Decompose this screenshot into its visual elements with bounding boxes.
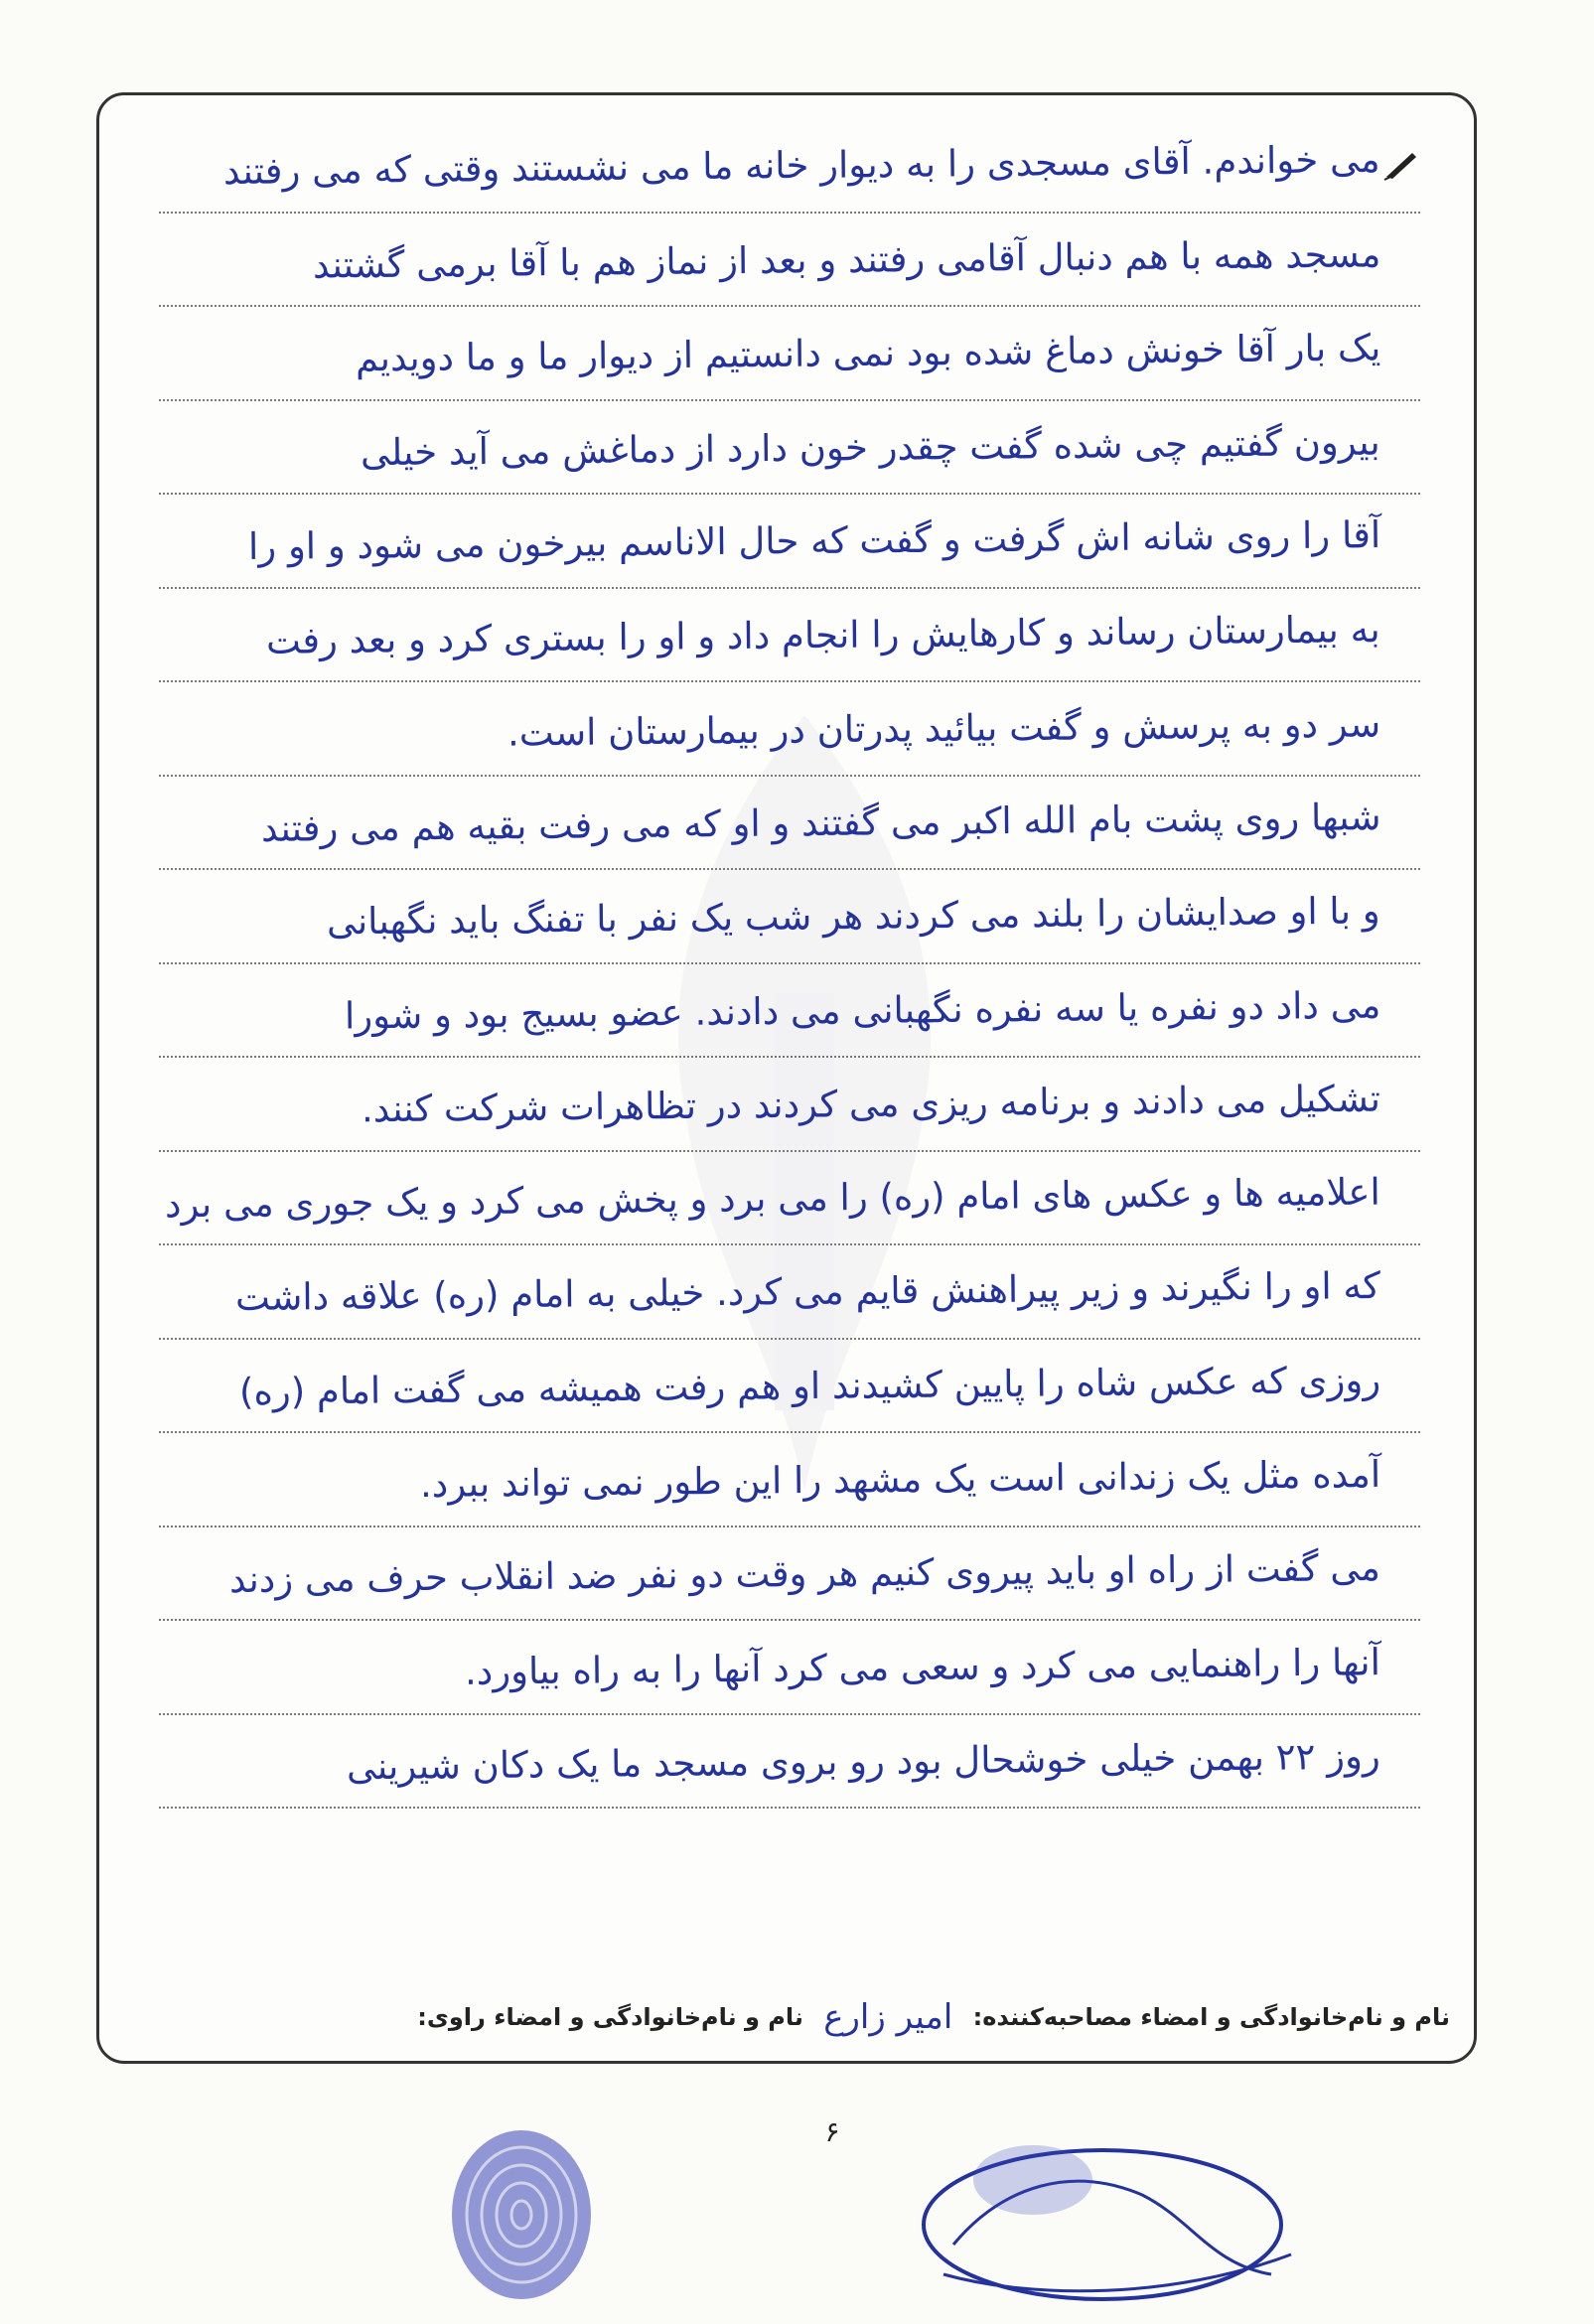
handwritten-line-text: می گفت از راه او باید پیروی کنیم هر وقت دو نفر ضد انقلاب حرف می زدند bbox=[228, 1545, 1381, 1601]
signature-footer bbox=[129, 1986, 1450, 2046]
handwritten-line bbox=[159, 214, 1420, 308]
handwritten-line-text: بیرون گفتیم چی شده گفت چقدر خون دارد از دماغش می آید خیلی bbox=[361, 420, 1381, 474]
handwritten-line bbox=[159, 401, 1420, 496]
handwritten-line-text: آقا را روی شانه اش گرفت و گفت که حال الاناسم بیرخون می شود و او را bbox=[247, 513, 1381, 568]
handwritten-line bbox=[159, 589, 1420, 683]
handwritten-line bbox=[159, 682, 1420, 777]
quill-icon bbox=[1382, 147, 1420, 181]
page-number: ۶ bbox=[824, 2115, 840, 2148]
handwritten-line-text: می داد دو نفره یا سه نفره نگهبانی می دادند. عضو بسیج بود و شورا bbox=[344, 983, 1381, 1037]
handwritten-line-text: و با او صدایشان را بلند می کردند هر شب یک نفر با تفنگ باید نگهبانی bbox=[327, 889, 1381, 944]
handwritten-line bbox=[159, 495, 1420, 589]
handwritten-line-text: روز ۲۲ بهمن خیلی خوشحال بود رو بروی مسجد ما یک دکان شیرینی bbox=[347, 1734, 1381, 1788]
handwritten-line-text: که او را نگیرند و زیر پیراهنش قایم می کرد. خیلی به امام (ره) علاقه داشت bbox=[234, 1263, 1381, 1320]
handwritten-line-text: آنها را راهنمایی می کرد و سعی می کرد آنها را به راه بیاورد. bbox=[464, 1641, 1381, 1693]
handwritten-line-text: یک بار آقا خونش دماغ شده بود نمی دانستیم از دیوار ما و ما دویدیم bbox=[355, 326, 1381, 380]
handwritten-line bbox=[159, 119, 1420, 214]
handwritten-line bbox=[159, 1245, 1420, 1340]
handwritten-lines bbox=[159, 119, 1420, 1809]
handwritten-line bbox=[159, 964, 1420, 1059]
handwritten-line bbox=[159, 777, 1420, 871]
interviewer-name: امیر زارع bbox=[823, 1997, 953, 2037]
handwritten-line bbox=[159, 1715, 1420, 1810]
handwritten-line-text: روزی که عکس شاه را پایین کشیدند او هم رفت همیشه می گفت امام (ره) bbox=[238, 1358, 1381, 1413]
handwritten-line-text: سر دو به پرسش و گفت بیائید پدرتان در بیمارستان است. bbox=[507, 702, 1381, 755]
handwritten-line bbox=[159, 1433, 1420, 1527]
handwritten-line-text: می خواندم. آقای مسجدی را به دیوار خانه ما می نشستند وقتی که می رفتند bbox=[223, 137, 1381, 194]
signature-mark bbox=[914, 2125, 1311, 2314]
narrator-label: نام و نام‌خانوادگی و امضاء راوی: bbox=[417, 2003, 803, 2031]
handwritten-line bbox=[159, 1527, 1420, 1622]
fingerprint-stamp bbox=[422, 2115, 621, 2314]
handwritten-line bbox=[159, 1621, 1420, 1715]
handwritten-line bbox=[159, 1152, 1420, 1246]
handwritten-line bbox=[159, 870, 1420, 964]
handwritten-line-text: شبها روی پشت بام الله اکبر می گفتند و او که می رفت بقیه هم می رفتند bbox=[260, 795, 1381, 850]
handwritten-line-text: تشکیل می دادند و برنامه ریزی می کردند در تظاهرات شرکت کنند. bbox=[361, 1077, 1381, 1131]
handwritten-line bbox=[159, 1340, 1420, 1434]
handwritten-line bbox=[159, 1058, 1420, 1152]
handwritten-line-text: اعلامیه ها و عکس های امام (ره) را می برد و پخش می کرد و یک جوری می برد bbox=[165, 1170, 1381, 1226]
interviewer-label: نام و نام‌خانوادگی و امضاء مصاحبه‌کننده: bbox=[972, 2003, 1450, 2031]
handwritten-line bbox=[159, 307, 1420, 401]
handwritten-line-text: مسجد همه با هم دنبال آقامی رفتند و بعد از نماز هم با آقا برمی گشتند bbox=[312, 231, 1381, 287]
handwritten-line-text: آمده مثل یک زندانی است یک مشهد را این طور نمی تواند ببرد. bbox=[419, 1452, 1381, 1507]
handwritten-line-text: به بیمارستان رساند و کارهایش را انجام داد و او را بستری کرد و بعد رفت bbox=[266, 607, 1381, 662]
